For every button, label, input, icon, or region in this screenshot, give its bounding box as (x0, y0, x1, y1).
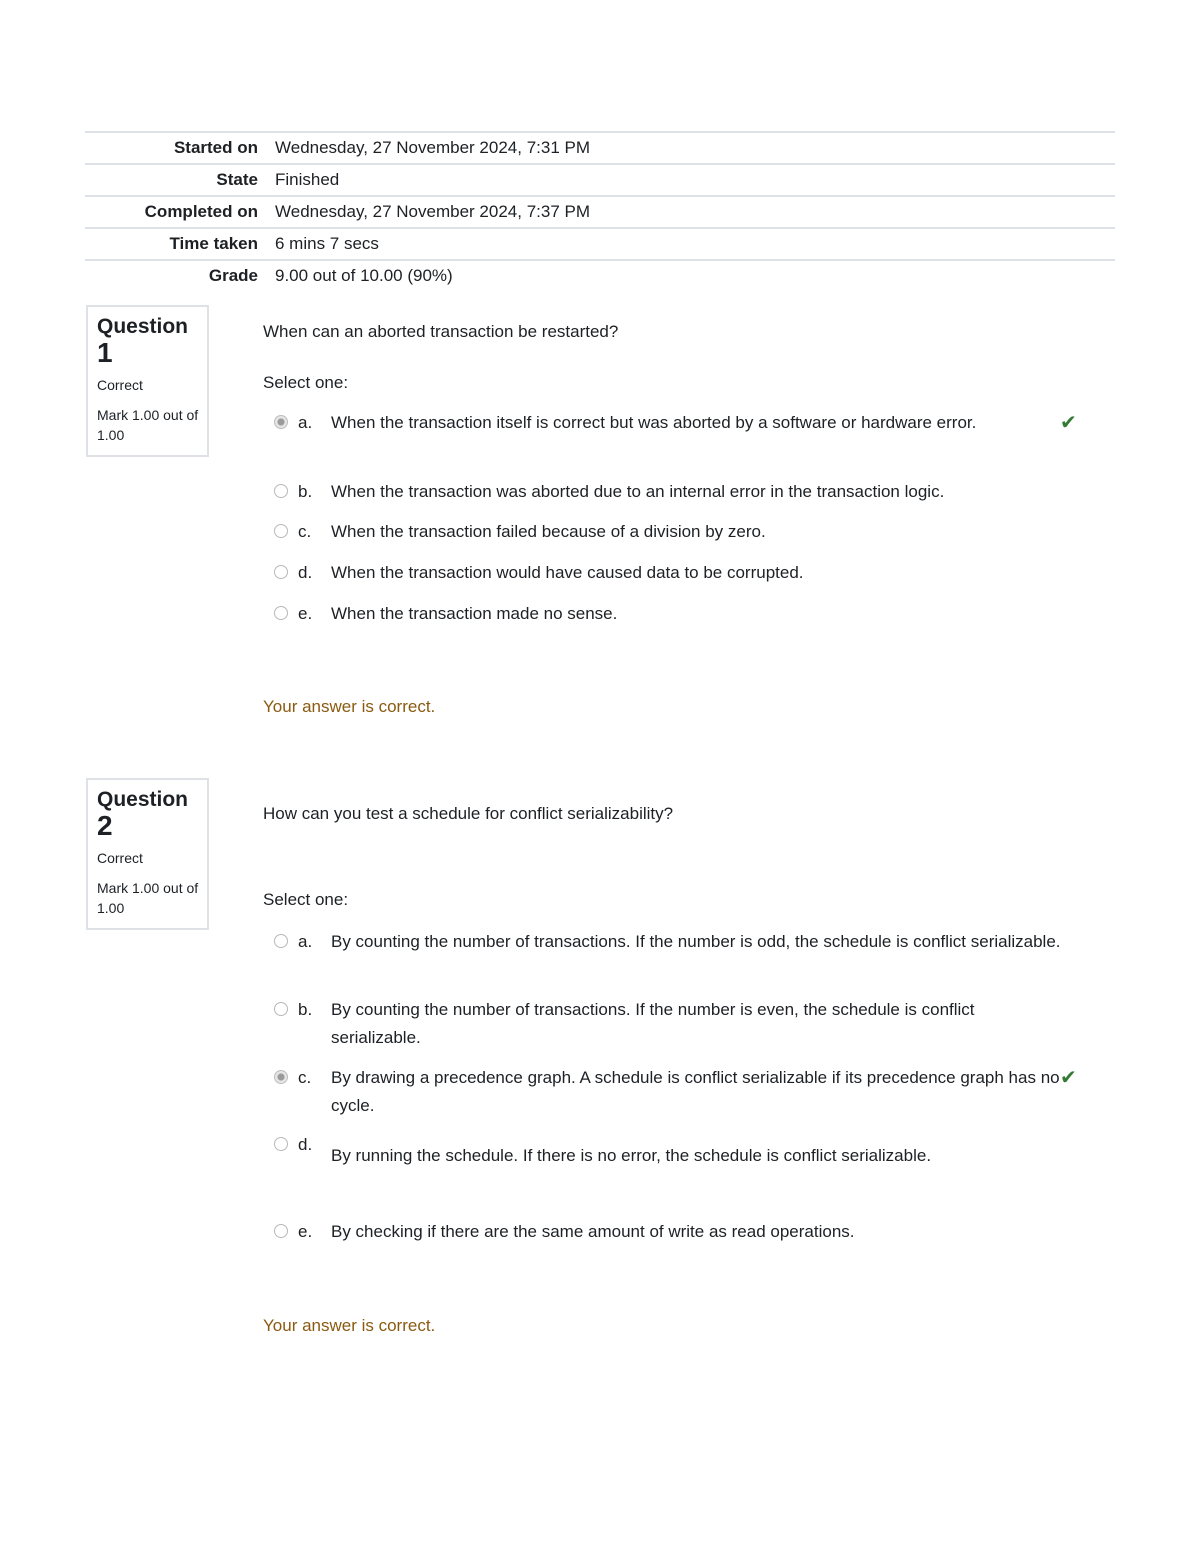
radio-button[interactable] (274, 1224, 288, 1238)
radio-button[interactable] (274, 934, 288, 948)
summary-value: 9.00 out of 10.00 (90%) (275, 266, 453, 285)
answer-option[interactable] (272, 928, 1092, 984)
attempt-summary-table (85, 131, 1115, 291)
summary-label: Started on (173, 138, 258, 157)
option-letter: d. (298, 1135, 313, 1154)
question-text: When can an aborted transaction be restarted? (263, 322, 619, 341)
summary-value: Wednesday, 27 November 2024, 7:31 PM (275, 138, 590, 157)
option-text: By checking if there are the same amount of write as read operations. (331, 1222, 855, 1241)
option-letter: c. (298, 522, 312, 541)
answer-option[interactable] (272, 996, 1092, 1052)
answer-option[interactable] (272, 1218, 1092, 1246)
summary-label: Grade (208, 266, 258, 285)
radio-button[interactable] (274, 524, 288, 538)
option-text: By running the schedule. If there is no error, the schedule is conflict serializable. (331, 1146, 932, 1165)
summary-label: Completed on (144, 202, 258, 221)
option-letter: b. (298, 482, 313, 501)
option-text: When the transaction would have caused data to be corrupted. (331, 563, 804, 582)
radio-button[interactable] (274, 1002, 288, 1016)
answer-option[interactable] (272, 1064, 1092, 1120)
summary-row-time-taken (85, 228, 1115, 260)
summary-row-completed-on (85, 196, 1115, 228)
radio-button[interactable] (274, 1137, 288, 1151)
feedback-text: Your answer is correct. (263, 697, 436, 716)
summary-row-state (85, 164, 1115, 196)
summary-row-grade (85, 260, 1115, 291)
radio-button[interactable] (274, 606, 288, 620)
question-number: 2 (97, 810, 113, 841)
summary-label: State (216, 170, 258, 189)
summary-value: Finished (275, 170, 340, 189)
option-letter: c. (298, 1068, 312, 1087)
option-letter: e. (298, 1222, 313, 1241)
question-title: Question (97, 788, 189, 811)
option-text: By drawing a precedence graph. A schedule is conflict serializable if its precedence graph has no cycle. (331, 1068, 1060, 1115)
option-text: When the transaction made no sense. (331, 604, 618, 623)
answer-option[interactable] (272, 478, 1092, 506)
question-title: Question (97, 315, 189, 338)
option-text: By counting the number of transactions. If the number is even, the schedule is conflict serializable. (331, 1000, 975, 1047)
summary-label: Time taken (169, 234, 258, 253)
option-letter: e. (298, 604, 313, 623)
check-icon: ✔ (1060, 412, 1077, 434)
select-one-prompt: Select one: (263, 890, 349, 909)
summary-value: 6 mins 7 secs (275, 234, 379, 253)
answer-option[interactable] (272, 518, 1092, 546)
radio-button[interactable] (274, 565, 288, 579)
question-info-box (86, 305, 209, 457)
feedback-text: Your answer is correct. (263, 1316, 436, 1335)
question-state: Correct (97, 377, 143, 393)
summary-value: Wednesday, 27 November 2024, 7:37 PM (275, 202, 590, 221)
summary-row-started-on (85, 132, 1115, 164)
radio-button[interactable] (274, 1070, 288, 1084)
radio-button[interactable] (274, 484, 288, 498)
question-info-box (86, 778, 209, 930)
option-text: When the transaction itself is correct but was aborted by a software or hardware error. (331, 413, 977, 432)
option-text: When the transaction failed because of a division by zero. (331, 522, 766, 541)
option-letter: a. (298, 413, 313, 432)
check-icon: ✔ (1060, 1067, 1077, 1089)
answer-option[interactable] (272, 559, 1092, 587)
select-one-prompt: Select one: (263, 373, 349, 392)
question-number: 1 (97, 337, 113, 368)
answer-option[interactable] (272, 409, 1092, 465)
question-text: How can you test a schedule for conflict serializability? (263, 804, 674, 823)
option-text: By counting the number of transactions. If the number is odd, the schedule is conflict serializable. (331, 932, 1061, 951)
question-mark: Mark 1.00 out of 1.00 (97, 407, 199, 443)
option-text: When the transaction was aborted due to an internal error in the transaction logic. (331, 482, 945, 501)
radio-button[interactable] (274, 415, 288, 429)
option-letter: b. (298, 1000, 313, 1019)
answer-option[interactable] (272, 600, 1092, 628)
answer-option[interactable] (272, 1131, 1092, 1181)
question-state: Correct (97, 850, 143, 866)
question-mark: Mark 1.00 out of 1.00 (97, 880, 199, 916)
option-letter: d. (298, 563, 313, 582)
option-letter: a. (298, 932, 313, 951)
